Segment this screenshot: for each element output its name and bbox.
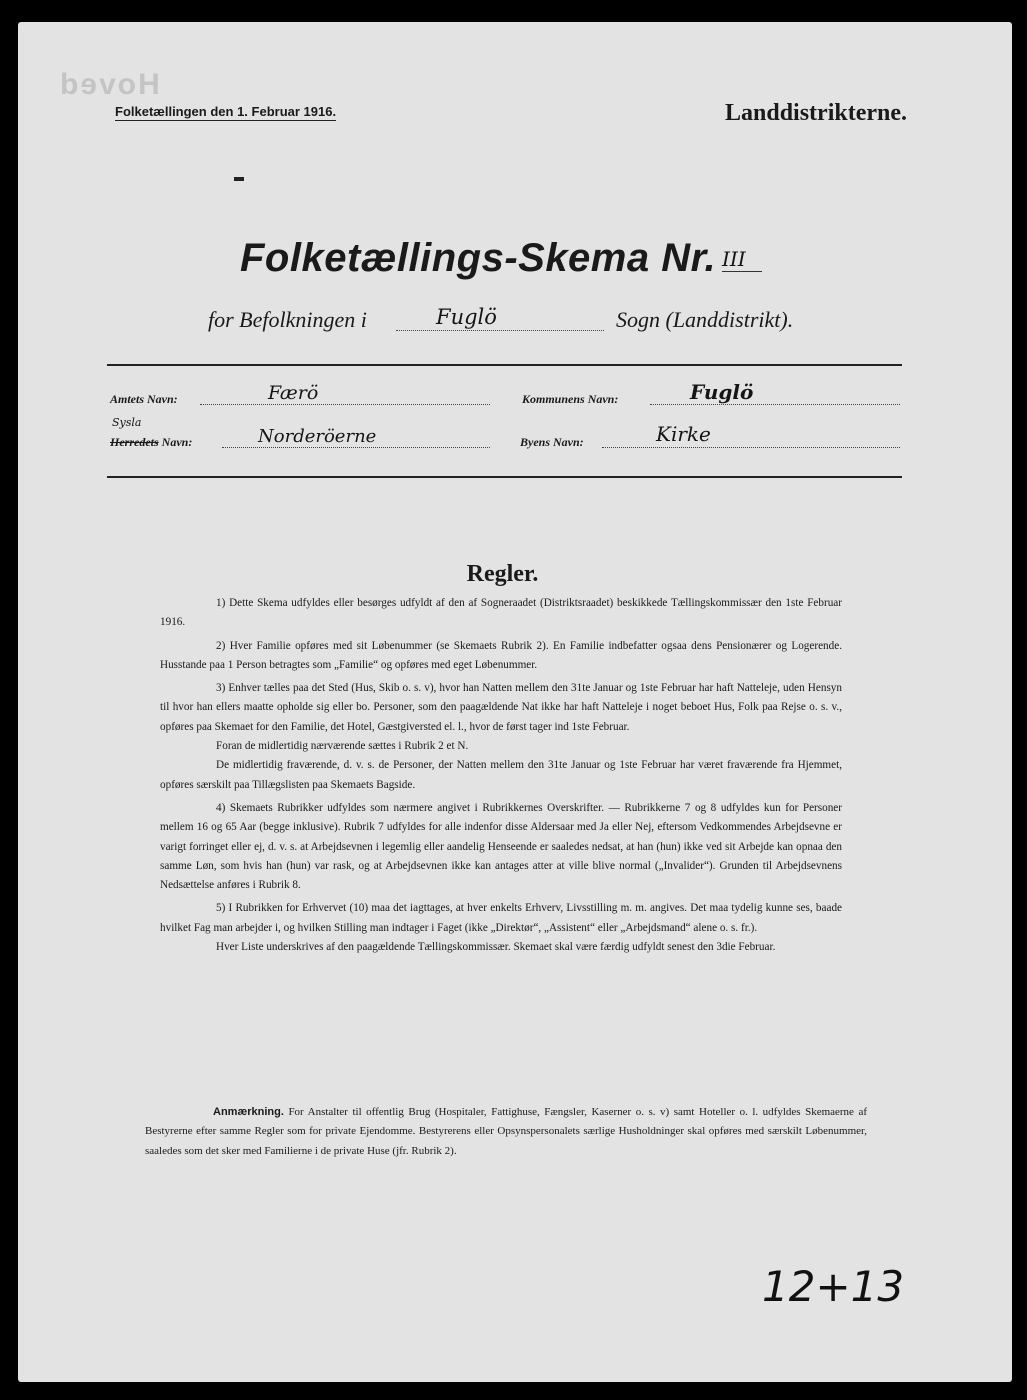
herred-value: Norderöerne bbox=[258, 426, 377, 447]
parish-prefix: for Befolkningen i bbox=[208, 307, 367, 332]
herred-label-suffix: Navn: bbox=[161, 435, 193, 449]
kommune-dotted-line bbox=[650, 404, 900, 405]
parish-dotted-line bbox=[396, 330, 604, 331]
parish-line bbox=[208, 307, 367, 333]
dash-mark bbox=[234, 177, 244, 181]
rules-heading: Regler. bbox=[466, 561, 539, 587]
bottom-rule bbox=[107, 476, 902, 478]
herred-label-struck: Herredets bbox=[110, 435, 159, 449]
archive-stamp: Hoved bbox=[58, 68, 160, 101]
amt-dotted-line bbox=[200, 404, 490, 405]
rule-3-present: Foran de midlertidig nærværende sættes i Rubrik 2 et N. bbox=[216, 740, 469, 753]
rules-list bbox=[160, 594, 842, 961]
kommune-value: Fuglö bbox=[690, 380, 754, 404]
form-number: III bbox=[722, 247, 762, 272]
form-title: Folketællings-Skema Nr. bbox=[240, 236, 717, 280]
note-label: Anmærkning. bbox=[213, 1106, 284, 1118]
note-text: For Anstalter til offentlig Brug (Hospitaler, Fattighuse, Fængsler, Kaserner o. s. v) samt Hoteller o. l. udfyldes Skemaerne af Bestyrerne efter samme Regler som for private Ejendomme. Bestyrerens eller Opsynspersonalets særlige Husholdninger skal opføres med særskilt Løbenummer, saaledes som det sker med Familierne i de private Huse (jfr. Rubrik 2). bbox=[145, 1106, 868, 1157]
herred-label bbox=[110, 435, 192, 450]
annotation-note bbox=[145, 1103, 867, 1161]
handwritten-page-number: 12+13 bbox=[762, 1262, 905, 1311]
district-type-header: Landdistrikterne. bbox=[724, 100, 907, 126]
rule-2: 2) Hver Familie opføres med sit Løbenummer (se Skemaets Rubrik 2). En Familie indbefatter ogsaa dens Pensionærer og Logerende. Husstande paa 1 Person betragtes som „Familie“ og opføres med eget Løbenummer. bbox=[160, 639, 842, 671]
rule-5: 5) I Rubrikken for Erhvervet (10) maa det iagttages, at hver enkelts Erhverv, Livsstilling m. m. angives. Det maa tydelig kunne ses, baade hvilket Fag man arbejder i, og hvilken Stilling man indtager i Faget (ikke „Direktør“, „Assistent“ eller „Arbejdsmand“ alene o. s. fr.). bbox=[160, 902, 842, 934]
rule-3: 3) Enhver tælles paa det Sted (Hus, Skib o. s. v), hvor han Natten mellem den 31te Januar og 1ste Februar har haft Natteleje, uden Hensyn til hvor han ellers maatte opholde sig eller bo. Personer, som den paagældende Nat ikke har haft Natteleje i noget beboet Hus, Folk paa Rejse o. s. v., opføres paa Skemaet for den Familie, det Hotel, Gæstgiversted el. l., hvor de først tager ind 1ste Februar. bbox=[160, 682, 842, 733]
parish-suffix: Sogn (Landdistrikt). bbox=[616, 307, 794, 332]
rule-3-absent: De midlertidig fraværende, d. v. s. de Personer, der Natten mellem den 31te Januar og 1ste Februar har været fraværende fra Hjemmet, opføres særskilt paa Tillægslisten paa Skemaets Bagside. bbox=[160, 759, 842, 791]
herred-label-correction: Sysla bbox=[112, 416, 142, 429]
rule-signature: Hver Liste underskrives af den paagældende Tællingskommissær. Skemaet skal være færdig udfyldt senest den 3die Februar. bbox=[216, 941, 776, 954]
by-value: Kirke bbox=[656, 422, 711, 446]
by-label: Byens Navn: bbox=[520, 435, 584, 449]
top-rule bbox=[107, 364, 902, 366]
by-dotted-line bbox=[602, 447, 900, 448]
rule-4: 4) Skemaets Rubrikker udfyldes som nærmere angivet i Rubrikkernes Overskrifter. — Rubrikkerne 7 og 8 udfyldes kun for Personer mellem 16 og 65 Aar (begge inklusive). Rubrik 7 udfyldes for alle indenfor disse Aldersaar med Ja eller Nej, eftersom Vedkommendes Arbejdsevne er varigt forringet eller ej, d. v. s. at Arbejdsevnen i legemlig eller aandelig Henseende er saaledes nedsat, at han (hun) ikke ved sit Arbejde kan opnaa den samme Løn, som hvis han (hun) var rask, og at Arbejdsevnen ikke kan antages atter at ville blive normal („Invalider“). Grunden til Arbejdsevnens Nedsættelse anføres i Rubrik 8. bbox=[160, 801, 842, 892]
herred-dotted-line bbox=[222, 447, 490, 448]
amt-value: Færö bbox=[268, 382, 319, 404]
kommune-label: Kommunens Navn: bbox=[522, 392, 619, 406]
amt-label: Amtets Navn: bbox=[110, 392, 178, 406]
rule-1: 1) Dette Skema udfyldes eller besørges udfyldt af den af Sogneraadet (Distriktsraadet) beskikkede Tællingskommissær den 1ste Februar 1916. bbox=[160, 597, 842, 629]
parish-value: Fuglö bbox=[436, 305, 497, 329]
census-date-header: Folketællingen den 1. Februar 1916. bbox=[115, 104, 337, 119]
